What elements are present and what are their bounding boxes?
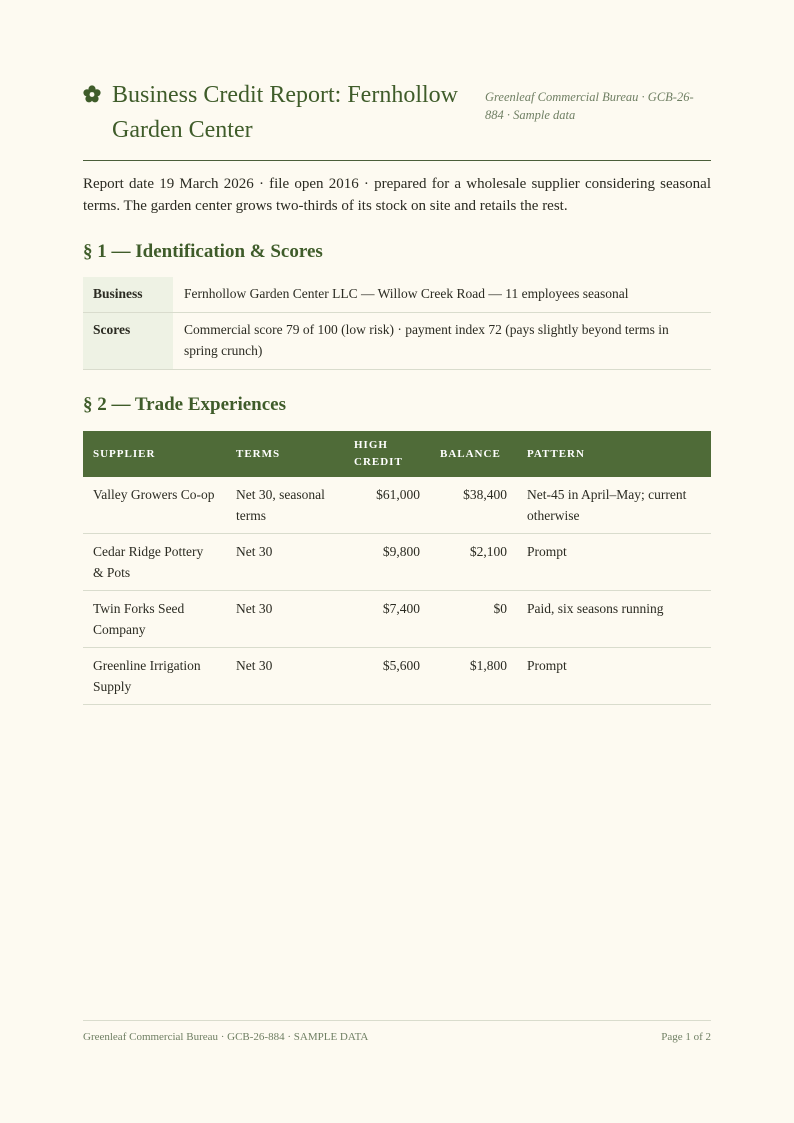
- row-label: Business: [83, 277, 173, 313]
- table-row: [83, 591, 711, 648]
- supplier-cell: Valley Growers Co-op: [93, 487, 215, 502]
- terms-cell: Net 30: [236, 544, 273, 559]
- row-value: Commercial score 79 of 100 (low risk) · payment index 72 (pays slightly beyond terms in spring crunch): [184, 322, 669, 358]
- row-value: Fernhollow Garden Center LLC — Willow Creek Road — 11 employees seasonal: [184, 286, 629, 301]
- identification-table: [83, 277, 711, 370]
- table-row: [83, 277, 711, 313]
- flower-icon: [83, 85, 101, 103]
- table-row: [83, 313, 711, 370]
- supplier-cell: Cedar Ridge Pottery & Pots: [93, 544, 204, 580]
- footer-reference: Greenleaf Commercial Bureau · GCB-26-884 · SAMPLE DATA: [83, 1031, 369, 1043]
- pattern-cell: Paid, six seasons running: [527, 601, 664, 616]
- balance-cell: $38,400: [463, 487, 507, 502]
- column-header-terms: TERMS: [236, 447, 281, 460]
- section-1-heading: § 1 — Identification & Scores: [83, 241, 323, 262]
- pattern-cell: Prompt: [527, 658, 567, 673]
- page-title: Business Credit Report: Fernhollow Garden Center: [112, 82, 458, 143]
- high-credit-cell: $61,000: [376, 487, 420, 502]
- section-2-heading: § 2 — Trade Experiences: [83, 394, 286, 415]
- column-header-high-credit: HIGH CREDIT: [354, 439, 403, 468]
- report-header: [83, 78, 711, 161]
- balance-cell: $1,800: [469, 658, 507, 673]
- page-footer: [83, 1020, 711, 1043]
- terms-cell: Net 30: [236, 601, 273, 616]
- report-page: [83, 78, 711, 705]
- title-block: [83, 78, 473, 148]
- intro-paragraph: Report date 19 March 2026 · file open 2016 · prepared for a wholesale supplier considering seasonal terms. The garden center grows two-thirds of its stock on site and retails the rest.: [83, 176, 711, 214]
- high-credit-cell: $9,800: [382, 544, 420, 559]
- table-row: [83, 534, 711, 591]
- balance-cell: $2,100: [469, 544, 507, 559]
- column-header-supplier: SUPPLIER: [93, 447, 156, 460]
- pattern-cell: Net-45 in April–May; current otherwise: [527, 487, 687, 523]
- supplier-cell: Greenline Irrigation Supply: [93, 658, 201, 694]
- terms-cell: Net 30: [236, 658, 273, 673]
- supplier-cell: Twin Forks Seed Company: [93, 601, 185, 637]
- balance-cell: $0: [493, 601, 507, 616]
- table-row: [83, 477, 711, 534]
- high-credit-cell: $5,600: [382, 658, 420, 673]
- pattern-cell: Prompt: [527, 544, 567, 559]
- table-row: [83, 648, 711, 705]
- bureau-reference: Greenleaf Commercial Bureau · GCB-26-884 · Sample data: [485, 90, 694, 122]
- trade-experiences-table: [83, 431, 711, 705]
- row-label: Scores: [83, 313, 173, 370]
- page-number: Page 1 of 2: [661, 1031, 711, 1043]
- terms-cell: Net 30, seasonal terms: [236, 487, 325, 523]
- table-header-row: [83, 431, 711, 477]
- column-header-pattern: PATTERN: [527, 447, 585, 460]
- column-header-balance: BALANCE: [440, 447, 501, 460]
- high-credit-cell: $7,400: [382, 601, 420, 616]
